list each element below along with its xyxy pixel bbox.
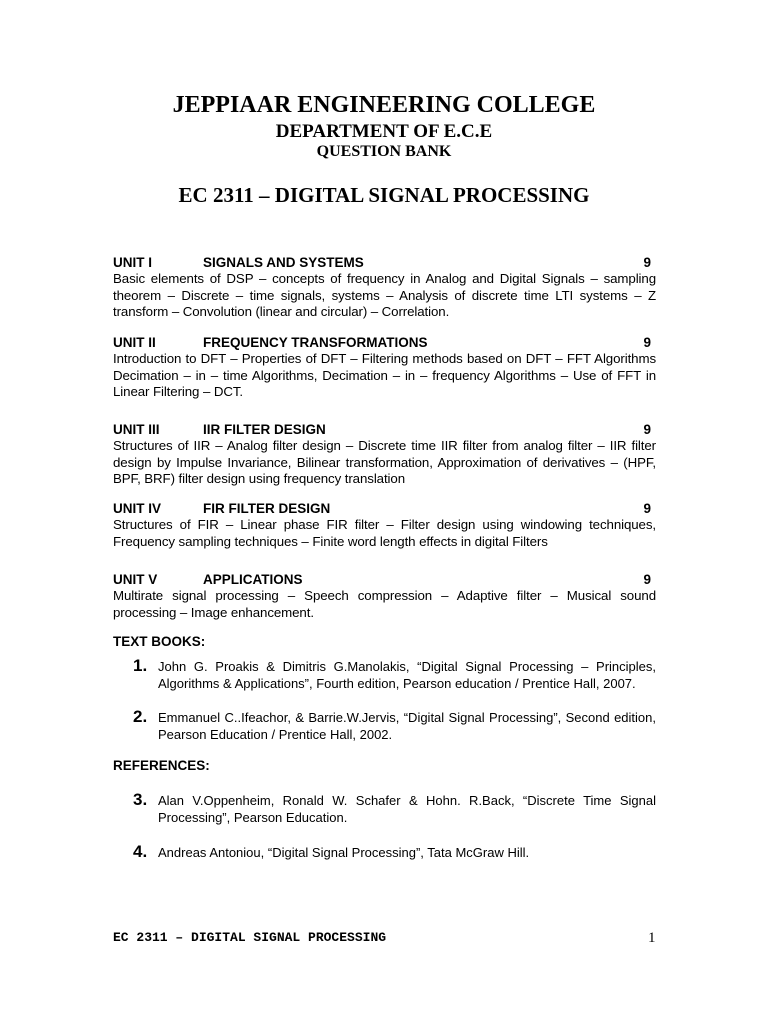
unit-block	[113, 571, 656, 621]
item-text: John G. Proakis & Dimitris G.Manolakis, “Digital Signal Processing – Principles, Algorithms & Applications”, Fourth edition, Pearson education / Prentice Hall, 2007.	[158, 659, 656, 691]
unit-description: Multirate signal processing – Speech compression – Adaptive filter – Musical sound processing – Image enhancement.	[113, 588, 656, 620]
unit-block	[113, 421, 656, 488]
text-books-heading: TEXT BOOKS:	[113, 634, 206, 649]
unit-heading	[113, 254, 656, 271]
unit-description: Introduction to DFT – Properties of DFT – Filtering methods based on DFT – FFT Algorithms Decimation – in – time Algorithms, Decimation – in – frequency Algorithms – Use of FFT in Linear Filtering – DCT.	[113, 351, 656, 399]
department-name: DEPARTMENT OF E.C.E	[275, 121, 493, 142]
reference-item	[133, 842, 656, 862]
item-text: Andreas Antoniou, “Digital Signal Processing”, Tata McGraw Hill.	[158, 845, 530, 860]
item-number: 2.	[133, 707, 148, 726]
unit-description: Structures of IIR – Analog filter design – Discrete time IIR filter from analog filter – IIR filter design by Impulse Invariance, Bilinear transformation, Approximation of derivatives – (HPF, BPF, BRF) filter design using frequency translation	[113, 438, 656, 486]
unit-number: UNIT V	[113, 572, 158, 587]
reference-item	[133, 790, 656, 826]
unit-heading	[113, 334, 656, 351]
unit-description: Structures of FIR – Linear phase FIR filter – Filter design using windowing techniques, Frequency sampling techniques – Finite word length effects in digital Filters	[113, 517, 656, 549]
unit-hours: 9	[643, 335, 651, 350]
item-text: Emmanuel C..Ifeachor, & Barrie.W.Jervis, “Digital Signal Processing”, Second edition, Pearson Education / Prentice Hall, 2002.	[158, 710, 656, 742]
unit-number: UNIT II	[113, 335, 156, 350]
unit-hours: 9	[643, 501, 651, 516]
references-heading: REFERENCES:	[113, 758, 210, 773]
college-name: JEPPIAAR ENGINEERING COLLEGE	[172, 92, 596, 118]
item-text: Alan V.Oppenheim, Ronald W. Schafer & Hohn. R.Back, “Discrete Time Signal Processing”, Pearson Education.	[158, 793, 656, 825]
unit-title: FIR FILTER DESIGN	[203, 501, 331, 516]
text-book-item	[133, 656, 656, 692]
unit-block	[113, 334, 656, 401]
item-number: 4.	[133, 842, 148, 861]
unit-hours: 9	[643, 255, 651, 270]
unit-number: UNIT III	[113, 422, 160, 437]
unit-hours: 9	[643, 422, 651, 437]
item-number: 1.	[133, 656, 148, 675]
unit-hours: 9	[643, 572, 651, 587]
unit-block	[113, 254, 656, 321]
unit-title: SIGNALS AND SYSTEMS	[203, 255, 364, 270]
unit-heading	[113, 500, 656, 517]
course-title: EC 2311 – DIGITAL SIGNAL PROCESSING	[178, 183, 590, 207]
page-number: 1	[648, 930, 656, 946]
unit-heading	[113, 571, 656, 588]
unit-number: UNIT IV	[113, 501, 162, 516]
unit-title: FREQUENCY TRANSFORMATIONS	[203, 335, 428, 350]
item-number: 3.	[133, 790, 148, 809]
unit-heading	[113, 421, 656, 438]
unit-title: IIR FILTER DESIGN	[203, 422, 326, 437]
document-type: QUESTION BANK	[316, 143, 452, 160]
footer-title: EC 2311 – DIGITAL SIGNAL PROCESSING	[113, 930, 387, 945]
unit-title: APPLICATIONS	[203, 572, 303, 587]
unit-description: Basic elements of DSP – concepts of frequency in Analog and Digital Signals – sampling theorem – Discrete – time signals, systems – Analysis of discrete time LTI systems – Z transform – Convolution (linear and circular) – Correlation.	[113, 271, 656, 319]
unit-number: UNIT I	[113, 255, 152, 270]
unit-block	[113, 500, 656, 550]
text-book-item	[133, 707, 656, 743]
